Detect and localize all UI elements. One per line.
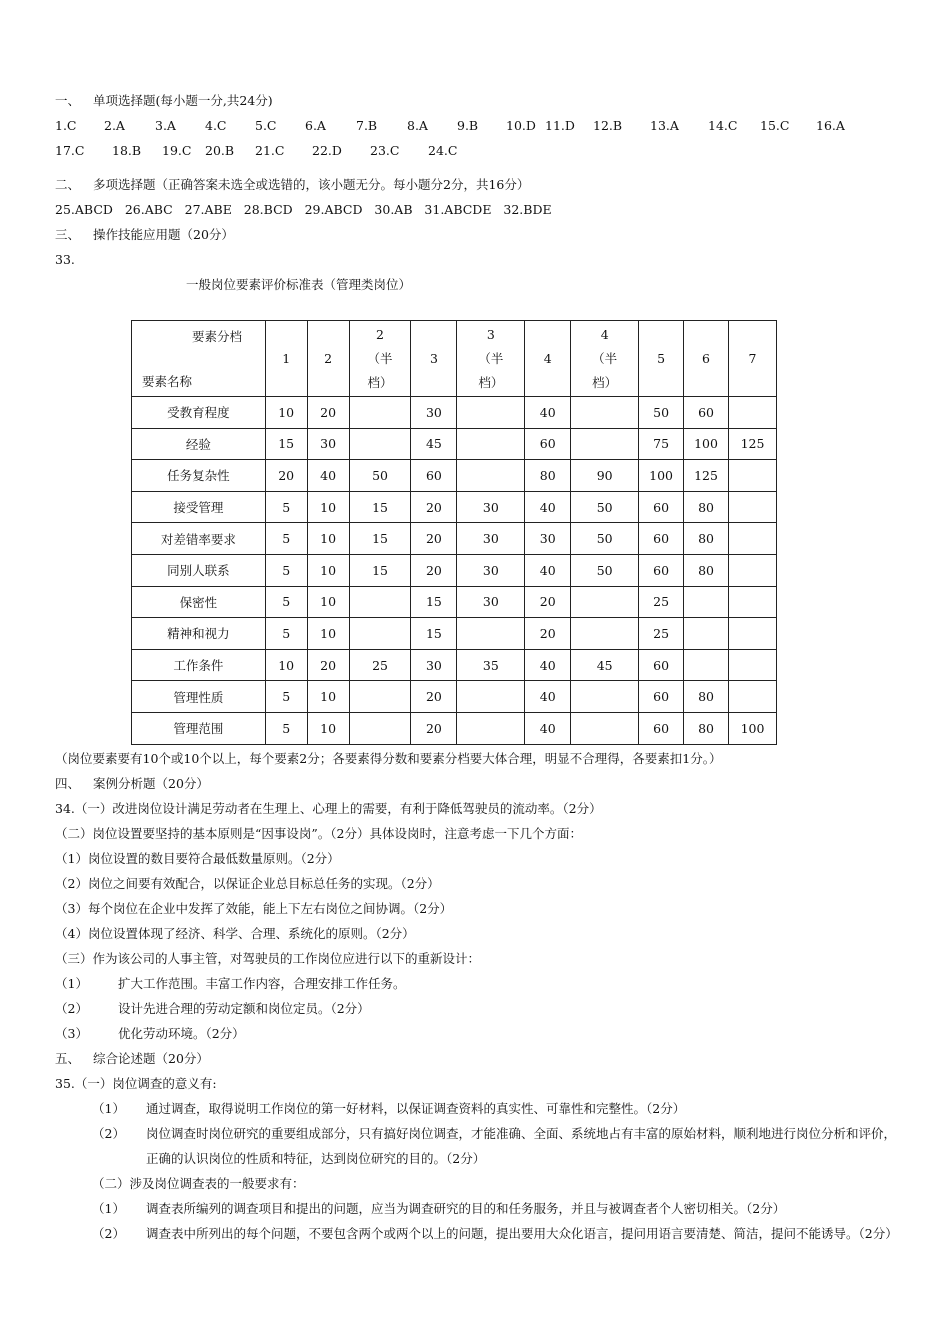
q34-line-5: （3）每个岗位在企业中发挥了效能，能上下左右岗位之间协调。（2分） bbox=[55, 901, 453, 916]
factor-score: 5 bbox=[265, 681, 307, 713]
factor-score bbox=[728, 523, 776, 555]
factor-score: 60 bbox=[639, 554, 684, 586]
factor-score: 20 bbox=[411, 523, 457, 555]
q34-item-2 bbox=[55, 1001, 370, 1017]
item-number: （1） bbox=[55, 976, 88, 991]
factor-score: 25 bbox=[639, 618, 684, 650]
factor-score: 60 bbox=[639, 712, 684, 744]
factor-score: 90 bbox=[571, 460, 639, 492]
q35-line-2: （二）涉及岗位调查表的一般要求有： bbox=[92, 1176, 305, 1191]
answer-item: 6.A bbox=[305, 118, 326, 133]
factor-score: 20 bbox=[525, 618, 571, 650]
factor-score: 60 bbox=[525, 428, 571, 460]
header-level: 4 bbox=[525, 321, 571, 397]
factor-score bbox=[349, 712, 411, 744]
factor-score: 25 bbox=[639, 586, 684, 618]
factor-score bbox=[457, 618, 525, 650]
answer-item: 8.A bbox=[407, 118, 428, 133]
factor-score bbox=[349, 428, 411, 460]
factor-score bbox=[728, 460, 776, 492]
factor-score: 5 bbox=[265, 554, 307, 586]
factor-score: 125 bbox=[684, 460, 729, 492]
factor-name: 接受管理 bbox=[132, 491, 266, 523]
q34-line-7: （三）作为该公司的人事主管，对驾驶员的工作岗位应进行以下的重新设计： bbox=[55, 951, 481, 966]
item-text: 设计先进合理的劳动定额和岗位定员。（2分） bbox=[117, 1001, 370, 1016]
factor-score bbox=[349, 681, 411, 713]
section-title: 案例分析题（20分） bbox=[93, 776, 209, 791]
table-row bbox=[132, 460, 777, 492]
header-diagonal-cell bbox=[132, 321, 266, 397]
factor-name: 保密性 bbox=[132, 586, 266, 618]
factor-score: 15 bbox=[265, 428, 307, 460]
factor-score: 60 bbox=[639, 649, 684, 681]
factor-score bbox=[571, 428, 639, 460]
factor-score bbox=[684, 649, 729, 681]
factor-score: 30 bbox=[457, 491, 525, 523]
factor-score: 40 bbox=[307, 460, 349, 492]
factor-score bbox=[684, 586, 729, 618]
factor-score bbox=[571, 586, 639, 618]
factor-score bbox=[728, 491, 776, 523]
factor-score: 10 bbox=[307, 523, 349, 555]
factor-score: 50 bbox=[639, 397, 684, 429]
table-title: 一般岗位要素评价标准表（管理类岗位） bbox=[186, 277, 412, 292]
factor-name: 精神和视力 bbox=[132, 618, 266, 650]
q34-line-4: （2）岗位之间要有效配合，以保证企业总目标总任务的实现。（2分） bbox=[55, 876, 440, 891]
q35-b1-number: （1） bbox=[92, 1201, 125, 1216]
factor-score: 20 bbox=[411, 491, 457, 523]
factor-score: 10 bbox=[307, 681, 349, 713]
factor-score: 50 bbox=[571, 491, 639, 523]
factor-score bbox=[571, 618, 639, 650]
factor-score: 80 bbox=[684, 554, 729, 586]
answer-item: 10.D bbox=[506, 118, 536, 133]
factor-score: 10 bbox=[265, 397, 307, 429]
factor-name: 对差错率要求 bbox=[132, 523, 266, 555]
factor-name: 工作条件 bbox=[132, 649, 266, 681]
factor-score: 40 bbox=[525, 554, 571, 586]
q35-b2-text: 调查表中所列出的每个问题，不要包含两个或两个以上的问题，提出要用大众化语言，提问用语言要清楚、简洁，提问不能诱导。（2分） bbox=[146, 1226, 898, 1241]
factor-score: 60 bbox=[639, 491, 684, 523]
answer-item: 15.C bbox=[760, 118, 790, 133]
factor-score: 20 bbox=[265, 460, 307, 492]
factor-score: 20 bbox=[525, 586, 571, 618]
factor-score: 5 bbox=[265, 712, 307, 744]
header-level: 3 bbox=[411, 321, 457, 397]
answer-item: 7.B bbox=[356, 118, 378, 133]
header-level: 1 bbox=[265, 321, 307, 397]
header-level-half: 4 （半 档） bbox=[571, 321, 639, 397]
header-factor-name: 要素名称 bbox=[142, 374, 193, 389]
factor-score bbox=[349, 618, 411, 650]
factor-score: 40 bbox=[525, 491, 571, 523]
section-number: 三、 bbox=[55, 227, 81, 242]
factor-score: 15 bbox=[411, 586, 457, 618]
q34-line-6: （4）岗位设置体现了经济、科学、合理、系统化的原则。（2分） bbox=[55, 926, 415, 941]
header-level: 2 bbox=[307, 321, 349, 397]
section-3-heading bbox=[55, 227, 234, 243]
table-row bbox=[132, 618, 777, 650]
factor-score bbox=[571, 712, 639, 744]
factor-score: 60 bbox=[411, 460, 457, 492]
q34-item-3 bbox=[55, 1026, 245, 1042]
factor-score: 20 bbox=[307, 649, 349, 681]
section-number: 二、 bbox=[55, 177, 81, 192]
question-33-number: 33. bbox=[55, 252, 75, 267]
factor-score: 80 bbox=[684, 681, 729, 713]
factor-score: 20 bbox=[411, 712, 457, 744]
answer-item: 24.C bbox=[428, 143, 458, 158]
factor-score: 10 bbox=[307, 712, 349, 744]
q35-a1-number: （1） bbox=[92, 1101, 125, 1116]
factor-name: 管理性质 bbox=[132, 681, 266, 713]
factor-score: 5 bbox=[265, 491, 307, 523]
factor-score bbox=[684, 618, 729, 650]
factor-score: 80 bbox=[684, 491, 729, 523]
factor-score: 30 bbox=[525, 523, 571, 555]
header-level-half: 2 （半 档） bbox=[349, 321, 411, 397]
answer-item: 16.A bbox=[816, 118, 845, 133]
table-row bbox=[132, 649, 777, 681]
section-number: 五、 bbox=[55, 1051, 81, 1066]
table-row bbox=[132, 681, 777, 713]
section-number: 一、 bbox=[55, 93, 81, 108]
factor-score: 40 bbox=[525, 649, 571, 681]
item-text: 优化劳动环境。（2分） bbox=[117, 1026, 245, 1041]
multi-choice-answers: 25.ABCD 26.ABC 27.ABE 28.BCD 29.ABCD 30.AB 31.ABCDE 32.BDE bbox=[55, 202, 552, 217]
factor-score bbox=[457, 397, 525, 429]
factor-score: 5 bbox=[265, 586, 307, 618]
factor-score bbox=[728, 649, 776, 681]
factor-score: 100 bbox=[728, 712, 776, 744]
factor-score: 50 bbox=[571, 554, 639, 586]
item-number: （2） bbox=[55, 1001, 88, 1016]
factor-score: 10 bbox=[307, 554, 349, 586]
header-level-half: 3 （半 档） bbox=[457, 321, 525, 397]
factor-score: 40 bbox=[525, 397, 571, 429]
factor-name: 同别人联系 bbox=[132, 554, 266, 586]
table-row bbox=[132, 428, 777, 460]
answer-item: 9.B bbox=[457, 118, 479, 133]
factor-score: 10 bbox=[307, 618, 349, 650]
factor-score: 80 bbox=[684, 523, 729, 555]
q35-b2-number: （2） bbox=[92, 1226, 125, 1241]
header-level: 6 bbox=[684, 321, 729, 397]
answer-item: 1.C bbox=[55, 118, 77, 133]
factor-score: 50 bbox=[349, 460, 411, 492]
q35-a2-text: 岗位调查时岗位研究的重要组成部分，只有搞好岗位调查，才能准确、全面、系统地占有丰富的原始材料，顺利地进行岗位分析和评价，正确的认识岗位的性质和特征，达到岗位研究的目的。（2分） bbox=[146, 1126, 897, 1166]
section-1-heading bbox=[55, 93, 273, 109]
q34-item-1 bbox=[55, 976, 405, 992]
factor-score: 10 bbox=[307, 491, 349, 523]
factor-score: 15 bbox=[349, 491, 411, 523]
factor-score: 5 bbox=[265, 618, 307, 650]
factor-score: 30 bbox=[457, 523, 525, 555]
answer-item: 18.B bbox=[112, 143, 142, 158]
factor-score bbox=[728, 618, 776, 650]
table-row bbox=[132, 523, 777, 555]
evaluation-standard-table bbox=[131, 320, 777, 745]
factor-score: 45 bbox=[571, 649, 639, 681]
item-number: （3） bbox=[55, 1026, 88, 1041]
factor-name: 管理范围 bbox=[132, 712, 266, 744]
factor-score bbox=[457, 428, 525, 460]
answer-item: 22.D bbox=[312, 143, 342, 158]
section-title: 多项选择题（正确答案未选全或选错的，该小题无分。每小题分2分，共16分） bbox=[93, 177, 530, 192]
answer-item: 13.A bbox=[650, 118, 679, 133]
factor-score bbox=[571, 681, 639, 713]
table-row bbox=[132, 712, 777, 744]
factor-score bbox=[457, 460, 525, 492]
table-row bbox=[132, 586, 777, 618]
answer-item: 12.B bbox=[593, 118, 623, 133]
answer-item: 21.C bbox=[255, 143, 285, 158]
table-row bbox=[132, 397, 777, 429]
section-title: 单项选择题(每小题一分,共24分) bbox=[93, 93, 273, 108]
factor-score: 75 bbox=[639, 428, 684, 460]
factor-score: 60 bbox=[639, 681, 684, 713]
factor-score bbox=[457, 712, 525, 744]
answer-item: 5.C bbox=[255, 118, 277, 133]
factor-score: 20 bbox=[411, 681, 457, 713]
factor-score bbox=[728, 586, 776, 618]
factor-score bbox=[349, 397, 411, 429]
header-factor-level: 要素分档 bbox=[192, 329, 243, 344]
factor-score: 30 bbox=[307, 428, 349, 460]
factor-score: 125 bbox=[728, 428, 776, 460]
factor-score: 5 bbox=[265, 523, 307, 555]
answer-item: 23.C bbox=[370, 143, 400, 158]
factor-score: 20 bbox=[411, 554, 457, 586]
factor-name: 受教育程度 bbox=[132, 397, 266, 429]
factor-score: 45 bbox=[411, 428, 457, 460]
answer-item: 3.A bbox=[155, 118, 176, 133]
factor-score: 100 bbox=[639, 460, 684, 492]
factor-score bbox=[349, 586, 411, 618]
q35-b1-text: 调查表所编列的调查项目和提出的问题，应当为调查研究的目的和任务服务，并且与被调查者个人密切相关。（2分） bbox=[146, 1201, 786, 1216]
factor-score: 80 bbox=[684, 712, 729, 744]
factor-score: 60 bbox=[684, 397, 729, 429]
factor-score: 60 bbox=[639, 523, 684, 555]
answer-item: 11.D bbox=[545, 118, 575, 133]
factor-score: 100 bbox=[684, 428, 729, 460]
factor-score: 15 bbox=[349, 554, 411, 586]
section-2-heading bbox=[55, 177, 529, 193]
factor-score bbox=[728, 554, 776, 586]
table-scoring-note: （岗位要素要有10个或10个以上，每个要素2分；各要素得分数和要素分档要大体合理，明显不合理得，各要素扣1分。） bbox=[55, 751, 722, 766]
factor-score: 10 bbox=[265, 649, 307, 681]
factor-score bbox=[728, 397, 776, 429]
q34-line-3: （1）岗位设置的数目要符合最低数量原则。（2分） bbox=[55, 851, 340, 866]
factor-score: 80 bbox=[525, 460, 571, 492]
factor-score bbox=[457, 681, 525, 713]
answer-item: 2.A bbox=[104, 118, 125, 133]
factor-name: 任务复杂性 bbox=[132, 460, 266, 492]
item-text: 扩大工作范围。丰富工作内容，合理安排工作任务。 bbox=[117, 976, 406, 991]
answer-item: 14.C bbox=[708, 118, 738, 133]
table-header-row bbox=[132, 321, 777, 397]
factor-score: 30 bbox=[411, 397, 457, 429]
answer-item: 20.B bbox=[205, 143, 235, 158]
section-5-heading bbox=[55, 1051, 209, 1067]
answer-item: 4.C bbox=[205, 118, 227, 133]
factor-score bbox=[571, 397, 639, 429]
q35-line-1: 35.（一）岗位调查的意义有: bbox=[55, 1076, 217, 1091]
factor-score: 30 bbox=[457, 554, 525, 586]
answer-item: 17.C bbox=[55, 143, 85, 158]
table-row bbox=[132, 554, 777, 586]
factor-score: 40 bbox=[525, 712, 571, 744]
section-4-heading bbox=[55, 776, 209, 792]
header-level: 5 bbox=[639, 321, 684, 397]
factor-score bbox=[728, 681, 776, 713]
factor-score: 25 bbox=[349, 649, 411, 681]
section-title: 综合论述题（20分） bbox=[93, 1051, 209, 1066]
q34-line-2: （二）岗位设置要坚持的基本原则是“因事设岗”。（2分）具体设岗时，注意考虑一下几个方面： bbox=[55, 826, 582, 841]
section-number: 四、 bbox=[55, 776, 81, 791]
q35-a1-text: 通过调查，取得说明工作岗位的第一好材料，以保证调查资料的真实性、可靠性和完整性。（2分） bbox=[146, 1101, 686, 1116]
factor-score: 10 bbox=[307, 586, 349, 618]
q35-a2-number: （2） bbox=[92, 1126, 125, 1141]
answer-item: 19.C bbox=[162, 143, 192, 158]
table-row bbox=[132, 491, 777, 523]
factor-score: 20 bbox=[307, 397, 349, 429]
factor-name: 经验 bbox=[132, 428, 266, 460]
factor-score: 15 bbox=[349, 523, 411, 555]
q34-line-1: 34.（一）改进岗位设计满足劳动者在生理上、心理上的需要，有利于降低驾驶员的流动率。（2分） bbox=[55, 801, 602, 816]
factor-score: 15 bbox=[411, 618, 457, 650]
factor-score: 30 bbox=[457, 586, 525, 618]
section-title: 操作技能应用题（20分） bbox=[93, 227, 234, 242]
factor-score: 30 bbox=[411, 649, 457, 681]
factor-score: 40 bbox=[525, 681, 571, 713]
factor-score: 50 bbox=[571, 523, 639, 555]
header-level: 7 bbox=[728, 321, 776, 397]
factor-score: 35 bbox=[457, 649, 525, 681]
